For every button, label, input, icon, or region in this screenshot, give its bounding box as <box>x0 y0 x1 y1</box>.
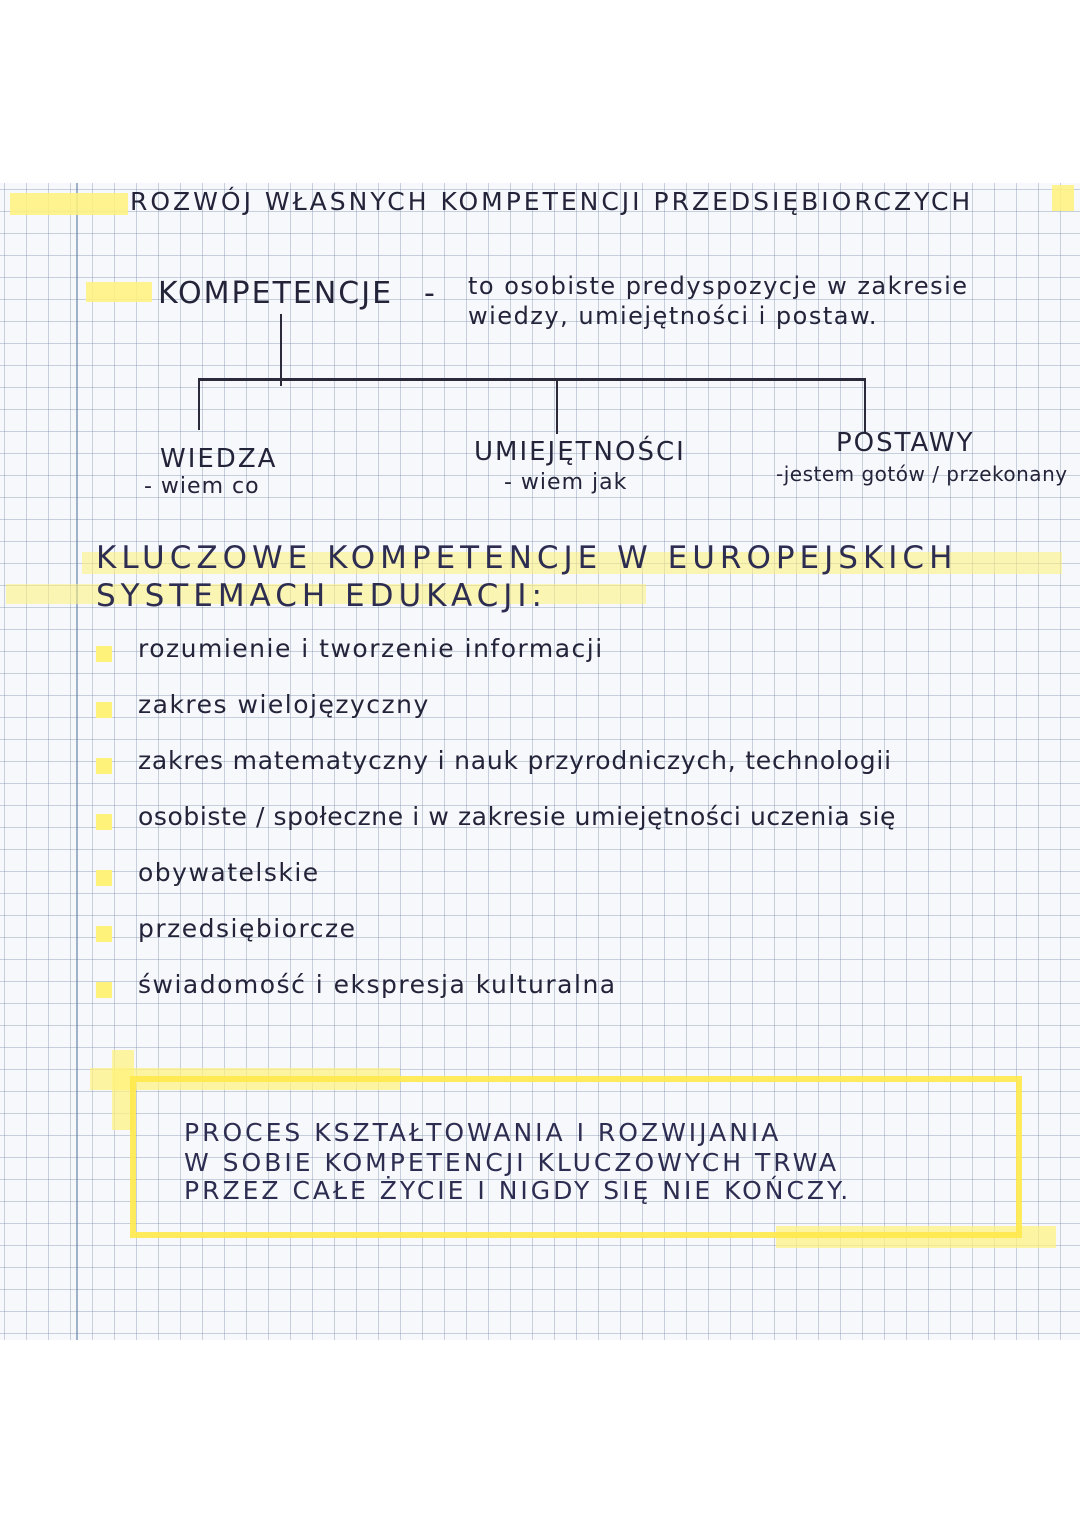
list-item-1: rozumienie i tworzenie informacji <box>138 634 604 663</box>
list-bullet-1 <box>96 646 112 662</box>
key-competences-heading-line-2: SYSTEMACH EDUKACJI: <box>96 578 548 614</box>
list-item-6: przedsiębiorcze <box>138 914 357 943</box>
margin-line <box>76 183 78 1340</box>
list-bullet-4 <box>96 814 112 830</box>
branch-wiedza-label: WIEDZA <box>160 444 278 474</box>
branch-postawy-sub: -jestem gotów / przekonany <box>776 462 1068 486</box>
definition-dash: - <box>424 276 437 311</box>
definition-term: KOMPETENCJE <box>158 276 394 311</box>
process-line-3: PRZEZ CAŁE ŻYCIE I NIGDY SIĘ NIE KOŃCZY. <box>184 1176 852 1205</box>
title-highlight-left <box>10 193 128 215</box>
list-item-3: zakres matematyczny i nauk przyrodniczych, technologii <box>138 746 892 775</box>
definition-line-2: wiedzy, umiejętności i postaw. <box>468 302 879 330</box>
list-bullet-6 <box>96 926 112 942</box>
tree-crossbar <box>198 378 866 381</box>
tree-branch-middle <box>556 378 558 434</box>
list-bullet-5 <box>96 870 112 886</box>
title-highlight-right <box>1052 185 1074 211</box>
list-bullet-2 <box>96 702 112 718</box>
branch-postawy-label: POSTAWY <box>836 428 975 458</box>
branch-wiedza-sub: - wiem co <box>144 474 260 499</box>
tree-branch-right <box>864 378 866 432</box>
term-highlight <box>86 282 152 302</box>
page-title: ROZWÓJ WŁASNYCH KOMPETENCJI PRZEDSIĘBIORCZYCH <box>130 187 974 216</box>
tree-branch-left <box>198 378 200 430</box>
list-item-7: świadomość i ekspresja kulturalna <box>138 970 617 999</box>
branch-umiejetnosci-label: UMIEJĘTNOŚCI <box>474 437 686 467</box>
process-line-1: PROCES KSZTAŁTOWANIA I ROZWIJANIA <box>184 1118 782 1147</box>
key-competences-heading-line-1: KLUCZOWE KOMPETENCJE W EUROPEJSKICH <box>96 540 958 576</box>
branch-umiejetnosci-sub: - wiem jak <box>504 470 628 495</box>
list-bullet-3 <box>96 758 112 774</box>
list-bullet-7 <box>96 982 112 998</box>
definition-line-1: to osobiste predyspozycje w zakresie <box>468 272 969 300</box>
process-line-2: W SOBIE KOMPETENCJI KLUCZOWYCH TRWA <box>184 1148 840 1177</box>
list-item-4: osobiste / społeczne i w zakresie umiejętności uczenia się <box>138 802 897 831</box>
tree-stem <box>280 314 282 386</box>
list-item-2: zakres wielojęzyczny <box>138 690 430 719</box>
list-item-5: obywatelskie <box>138 858 320 887</box>
